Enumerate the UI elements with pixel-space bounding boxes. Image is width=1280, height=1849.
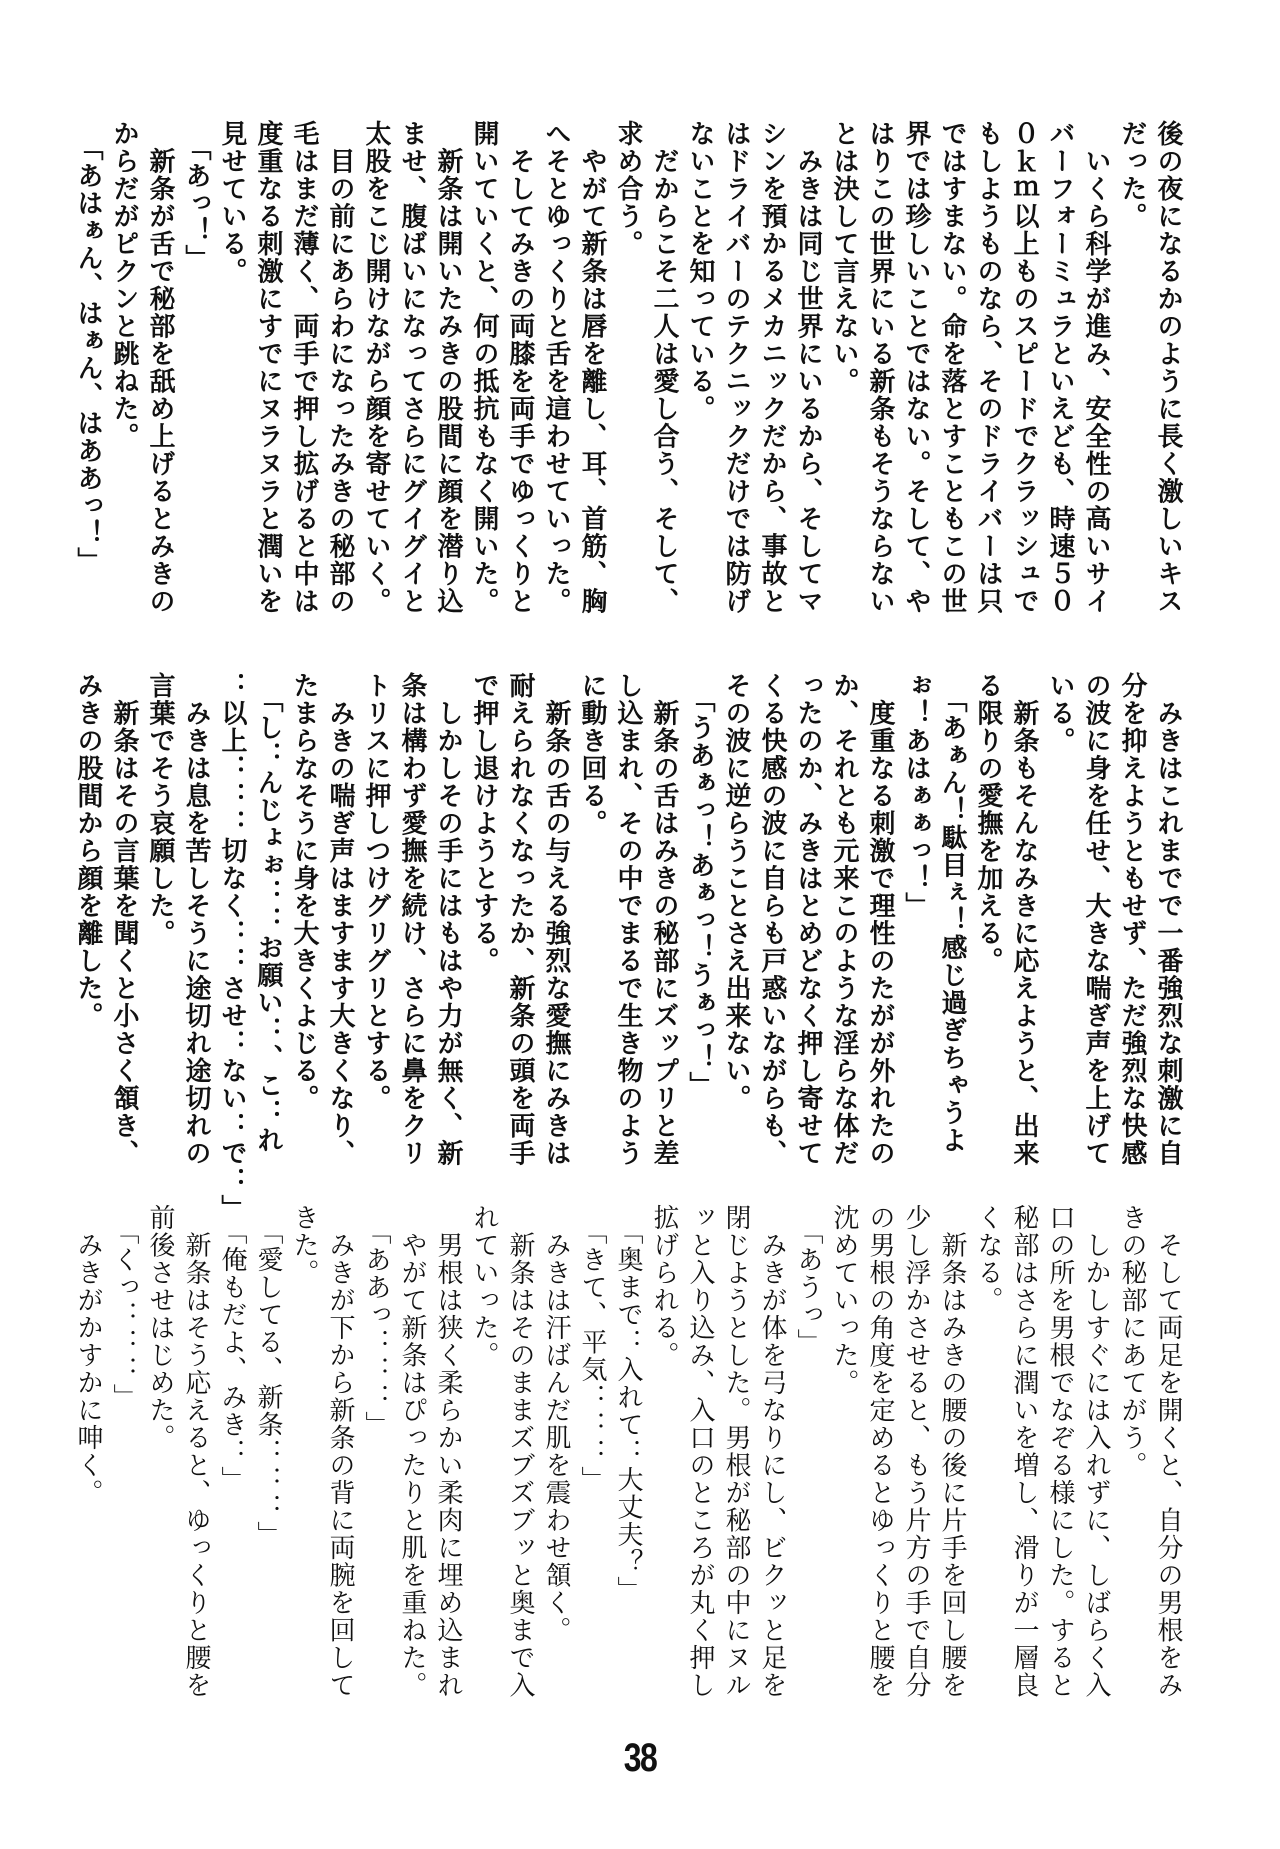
text-column: 度重なる刺激にすでにヌラヌラと潤いを [253, 120, 283, 615]
text-column: 「あうっ」 [793, 1204, 823, 1356]
text-column: バーフォーミュラといえども、時速５０ [1045, 120, 1075, 615]
text-column: たまらなそうに身を大きくよじる。 [289, 672, 319, 1112]
text-block-bottom [66, 1204, 1186, 1716]
text-column: ったのか、みきはとめどなく押し寄せて [793, 672, 823, 1167]
text-column: 新条の舌はみきの秘部にズップリと差 [649, 672, 679, 1167]
text-column: 秘部はさらに潤いを増し、滑りが一層良 [1009, 1204, 1039, 1699]
text-column: 後の夜になるかのように長く激しいキス [1153, 120, 1183, 615]
text-column: ませ、腹ばいになってさらにグイグイと [397, 120, 427, 615]
text-column: 拡げられる。 [649, 1204, 679, 1369]
text-block-middle [66, 672, 1186, 1222]
text-column: 新条が舌で秘部を舐め上げるとみきの [145, 120, 175, 615]
text-column: 「きて、平気：：：」 [577, 1204, 607, 1494]
text-column: ではすまない。命を落とすこともこの世 [937, 120, 967, 615]
text-column: 新条もそんなみきに応えようと、出来 [1009, 672, 1039, 1167]
text-column: る限りの愛撫を加える。 [973, 672, 1003, 975]
text-column: その波に逆らうことさえ出来ない。 [721, 672, 751, 1112]
text-column: くる快感の波に自らも戸惑いながらも、 [757, 672, 787, 1167]
text-column: みきは息を苦しそうに途切れ途切れの [181, 672, 211, 1167]
text-column: 「あはぁん、はぁん、はああっ！」 [73, 120, 103, 575]
text-column: 毛はまだ薄く、両手で押し拡げると中は [289, 120, 319, 615]
text-column: みきの股間から顔を離した。 [73, 672, 103, 1030]
text-column: 沈めていった。 [829, 1204, 859, 1397]
text-column: 「あぁん！駄目ぇ！感じ過ぎちゃうよ [937, 672, 967, 1154]
text-column: 開いていくと、何の抵抗もなく開いた。 [469, 120, 499, 615]
text-column: そして両足を開くと、自分の男根をみ [1153, 1204, 1183, 1699]
text-column: 条は構わず愛撫を続け、さらに鼻をクリ [397, 672, 427, 1167]
text-column: 新条は開いたみきの股間に顔を潜り込 [433, 120, 463, 615]
text-column: だからこそ二人は愛し合う、そして、 [649, 120, 679, 615]
text-column: みきが下から新条の背に両腕を回して [325, 1204, 355, 1699]
text-column: 「うあぁっ！あぁっ！うぁっ！」 [685, 672, 715, 1099]
text-column: シンを預かるメカニックだから、事故と [757, 120, 787, 615]
text-column: 太股をこじ開けながら顔を寄せていく。 [361, 120, 391, 615]
text-column: 耐えられなくなったか、新条の頭を両手 [505, 672, 535, 1167]
text-column: 「奥まで：入れて：大丈夫？」 [613, 1204, 643, 1604]
text-column: 男根は狭く柔らかい柔肉に埋め込まれ [433, 1204, 463, 1699]
text-column: みきがかすかに呻く。 [73, 1204, 103, 1507]
text-column: 言葉でそう哀願した。 [145, 672, 175, 947]
text-column: ッと入り込み、入口のところが丸く押し [685, 1204, 715, 1699]
text-column: 界では珍しいことではない。そして、や [901, 120, 931, 615]
text-column: みきは汗ばんだ肌を震わせ頷く。 [541, 1204, 571, 1644]
text-column: からだがピクンと跳ねた。 [109, 120, 139, 450]
text-column: しかしその手にはもはや力が無く、新 [433, 672, 463, 1167]
text-column: だった。 [1117, 120, 1147, 230]
text-column: 度重なる刺激で理性のたがが外れたの [865, 672, 895, 1167]
text-column: きの秘部にあてがう。 [1117, 1204, 1147, 1479]
text-column: ０ｋｍ以上ものスピードでクラッシュで [1009, 120, 1039, 615]
text-block-top [66, 120, 1186, 632]
text-column: 前後させはじめた。 [145, 1204, 175, 1452]
text-column: 「し：んじょぉ：：お願い：、こ：れ [253, 672, 283, 1154]
text-column: で押し退けようとする。 [469, 672, 499, 975]
text-column: やがて新条は唇を離し、耳、首筋、胸 [577, 120, 607, 615]
text-column: の波に身を任せ、大きな喘ぎ声を上げて [1081, 672, 1111, 1167]
text-column: そしてみきの両膝を両手でゆっくりと [505, 120, 535, 615]
text-column: いくら科学が進み、安全性の高いサイ [1081, 120, 1111, 615]
text-column: 求め合う。 [613, 120, 643, 258]
page-number: 38 [623, 1736, 657, 1780]
text-column: れていった。 [469, 1204, 499, 1369]
text-column: みきは同じ世界にいるから、そしてマ [793, 120, 823, 615]
text-column: 新条の舌の与える強烈な愛撫にみきは [541, 672, 571, 1167]
text-column: 「愛してる、新条：：：」 [253, 1204, 283, 1549]
text-column: ないことを知っている。 [685, 120, 715, 423]
text-column: しかしすぐには入れずに、しばらく入 [1081, 1204, 1111, 1699]
text-column: みきはこれまでで一番強烈な刺激に自 [1153, 672, 1183, 1167]
text-column: 「ああっ：：：」 [361, 1204, 391, 1439]
text-column: 新条はそう応えると、ゆっくりと腰を [181, 1204, 211, 1699]
text-column: か、それとも元来このような淫らな体だ [829, 672, 859, 1167]
text-column: もしようものなら、そのドライバーは只 [973, 120, 1003, 615]
text-column: 目の前にあらわになったみきの秘部の [325, 120, 355, 615]
text-column: 閉じようとした。男根が秘部の中にヌル [721, 1204, 751, 1699]
text-column: みきの喘ぎ声はますます大きくなり、 [325, 672, 355, 1167]
text-column: くなる。 [973, 1204, 1003, 1314]
text-column: はドライバーのテクニックだけでは防げ [721, 120, 751, 615]
text-column: やがて新条はぴったりと肌を重ねた。 [397, 1204, 427, 1699]
text-column: ぉ！あはぁぁっ！」 [901, 672, 931, 920]
text-column: の男根の角度を定めるとゆっくりと腰を [865, 1204, 895, 1699]
text-column: 新条はそのままズブズブッと奥まで入 [505, 1204, 535, 1699]
text-column: し込まれ、その中でまるで生き物のよう [613, 672, 643, 1167]
text-column: きた。 [289, 1204, 319, 1287]
text-column: とは決して言えない。 [829, 120, 859, 395]
text-column: 見せている。 [217, 120, 247, 285]
text-column: へそとゆっくりと舌を這わせていった。 [541, 120, 571, 615]
text-column: 新条はその言葉を聞くと小さく頷き、 [109, 672, 139, 1167]
text-column: 「俺もだよ、みき：」 [217, 1204, 247, 1494]
text-column: 少し浮かさせると、もう片方の手で自分 [901, 1204, 931, 1699]
text-column: 口の所を男根でなぞる様にした。すると [1045, 1204, 1075, 1699]
text-column: 「くっ：：：」 [109, 1204, 139, 1411]
text-column: みきが体を弓なりにし、ビクッと足を [757, 1204, 787, 1699]
text-column: ：以上：：：切なく：：させ：ない：で：」 [217, 672, 247, 1222]
text-column: に動き回る。 [577, 672, 607, 837]
text-column: 分を抑えようともせず、ただ強烈な快感 [1117, 672, 1147, 1167]
text-column: 「あっ！」 [181, 120, 211, 272]
text-column: トリスに押しつけグリグリとする。 [361, 672, 391, 1112]
text-column: いる。 [1045, 672, 1075, 755]
text-column: 新条はみきの腰の後に片手を回し腰を [937, 1204, 967, 1699]
text-column: はりこの世界にいる新条もそうならない [865, 120, 895, 615]
